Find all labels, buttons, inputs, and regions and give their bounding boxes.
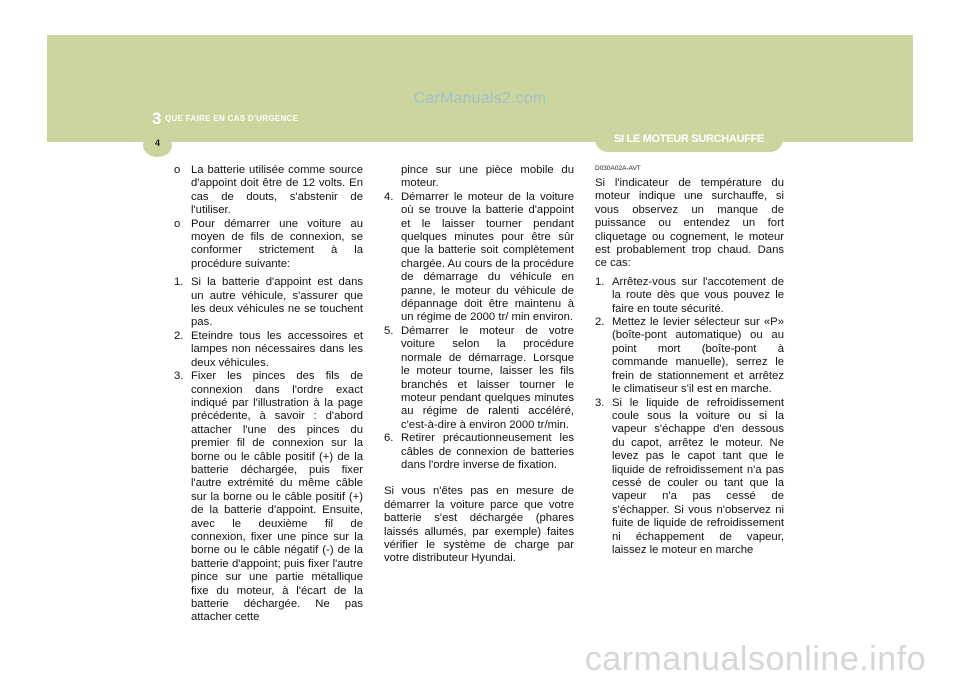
- list-item-continuation: [384, 164, 574, 191]
- header-band: [47, 35, 913, 142]
- number-marker: 4.: [384, 190, 394, 203]
- number-marker: 3.: [595, 396, 605, 409]
- number-marker: 6.: [384, 432, 394, 445]
- number-marker: 2.: [174, 329, 184, 342]
- list-item: [174, 276, 363, 330]
- section-title: SI LE MOTEUR SURCHAUFFE: [613, 133, 765, 145]
- number-marker: 3.: [174, 370, 184, 383]
- list-item-text: Arrêtez-vous sur l'accotement de la route dès que vous pouvez le faire en toute sécurité.: [612, 275, 784, 315]
- list-item-text: Mettez le levier sélecteur sur «P» (boîte-pont automatique) ou au point mort (boîte-pont à commande manuelle), serrez le frein de stationnement et arrêtez le climatiseur s'il est en marche.: [612, 316, 784, 396]
- column-1: [174, 164, 363, 625]
- number-marker: 5.: [384, 324, 394, 337]
- number-marker: 1.: [174, 276, 184, 289]
- chapter-number: 3: [152, 109, 162, 128]
- intro-paragraph: Si l'indicateur de température du moteur indique une surchauffe, si vous observez un manque de puissance ou entendez un fort cliquetage ou cognement, le moteur est probablement trop chaud. Dans ce cas:: [595, 177, 784, 270]
- number-marker: 2.: [595, 316, 605, 329]
- list-item-text: Démarrer le moteur de la voiture où se trouve la batterie d'appoint et le laisser tourner pendant quelques minutes pour être sûr que la batterie soit complètement chargée. Au cours de la procédure de démarrage du véhicule en panne, le moteur du véhicule de dépannage doit être maintenu à un régime de 2000 tr/ min environ.: [401, 190, 574, 324]
- list-item-text: Démarrer le moteur de votre voiture selon la procédure normale de démarrage. Lorsque le moteur tourne, laisser les fils branchés et laisser tourner le moteur pendant quelques minutes au régime de ralenti accéléré, c'est-à-dire à environ 2000 tr/min.: [401, 324, 574, 431]
- list-item-text: Si le liquide de refroidissement coule sous la voiture ou si la vapeur s'échappe d'en dessous du capot, arrêtez le moteur. Ne levez pas le capot tant que le liquide de refroidissement n'a pas cessé de couler ou tant que la vapeur n'a pas cessé de s'échapper. Si vous n'observez ni fuite de liquide de refroidissement ni échappement de vapeur, laissez le moteur en marche: [612, 396, 784, 556]
- list-item: [384, 191, 574, 325]
- list-item: [384, 432, 574, 472]
- list-item: [595, 276, 784, 316]
- list-item: [174, 370, 363, 625]
- list-item: [174, 330, 363, 370]
- list-item: [595, 397, 784, 558]
- list-item-text: Si la batterie d'appoint est dans un autre véhicule, s'assurer que les deux véhicules ne se touchent pas.: [191, 276, 363, 329]
- body-paragraph: Si vous n'êtes pas en mesure de démarrer la voiture parce que votre batterie s'est déchargée (phares laissés allumés, par exemple) faites vérifier le système de charge par votre distributeur Hyundai.: [384, 485, 574, 565]
- page-number: 4: [154, 138, 160, 148]
- bullet-marker: o: [174, 217, 181, 230]
- list-item: [174, 218, 363, 272]
- list-item: [595, 316, 784, 396]
- reference-code: D030A02A-AVT: [595, 165, 641, 172]
- column-3: [595, 164, 784, 557]
- list-item-text: Eteindre tous les accessoires et lampes non nécessaires dans les deux véhicules.: [191, 329, 363, 369]
- list-item: [384, 325, 574, 432]
- chapter-title: QUE FAIRE EN CAS D'URGENCE: [165, 114, 299, 123]
- column-2: [384, 164, 574, 566]
- list-item: [174, 164, 363, 218]
- watermark-bottom[interactable]: carmanualsonline.info: [584, 640, 926, 678]
- list-item-text: Fixer les pinces des fils de connexion dans l'ordre exact indiqué par l'illustration à la page précédente, à savoir : d'abord attacher l'une des pinces du premier fil de connexion sur la borne ou le câble positif (+) de la batterie déchargée, puis fixer l'autre extrémité du même câble sur la borne ou le câble positif (+) de la batterie d'appoint. Ensuite, avec le deuxième fil de connexion, fixer une pince sur la borne ou le câble négatif (-) de la batterie d'appoint; puis fixer l'autre pince sur une partie métallique fixe du moteur, à l'écart de la batterie déchargée. Ne pas attacher cette: [191, 370, 363, 624]
- list-item-text: La batterie utilisée comme source d'appoint doit être de 12 volts. En cas de douts, s'abstenir de l'utiliser.: [191, 164, 363, 217]
- bullet-marker: o: [174, 164, 181, 176]
- list-item-text: Retirer précautionneusement les câbles de connexion de batteries dans l'ordre inverse de fixation.: [401, 432, 574, 471]
- list-item-text: Pour démarrer une voiture au moyen de fils de connexion, se conformer strictement à la procédure suivante:: [191, 217, 363, 270]
- number-marker: 1.: [595, 275, 605, 288]
- continuation-text: pince sur une pièce mobile du moteur.: [401, 164, 574, 190]
- watermark-top[interactable]: CarManuals2.com: [413, 90, 547, 107]
